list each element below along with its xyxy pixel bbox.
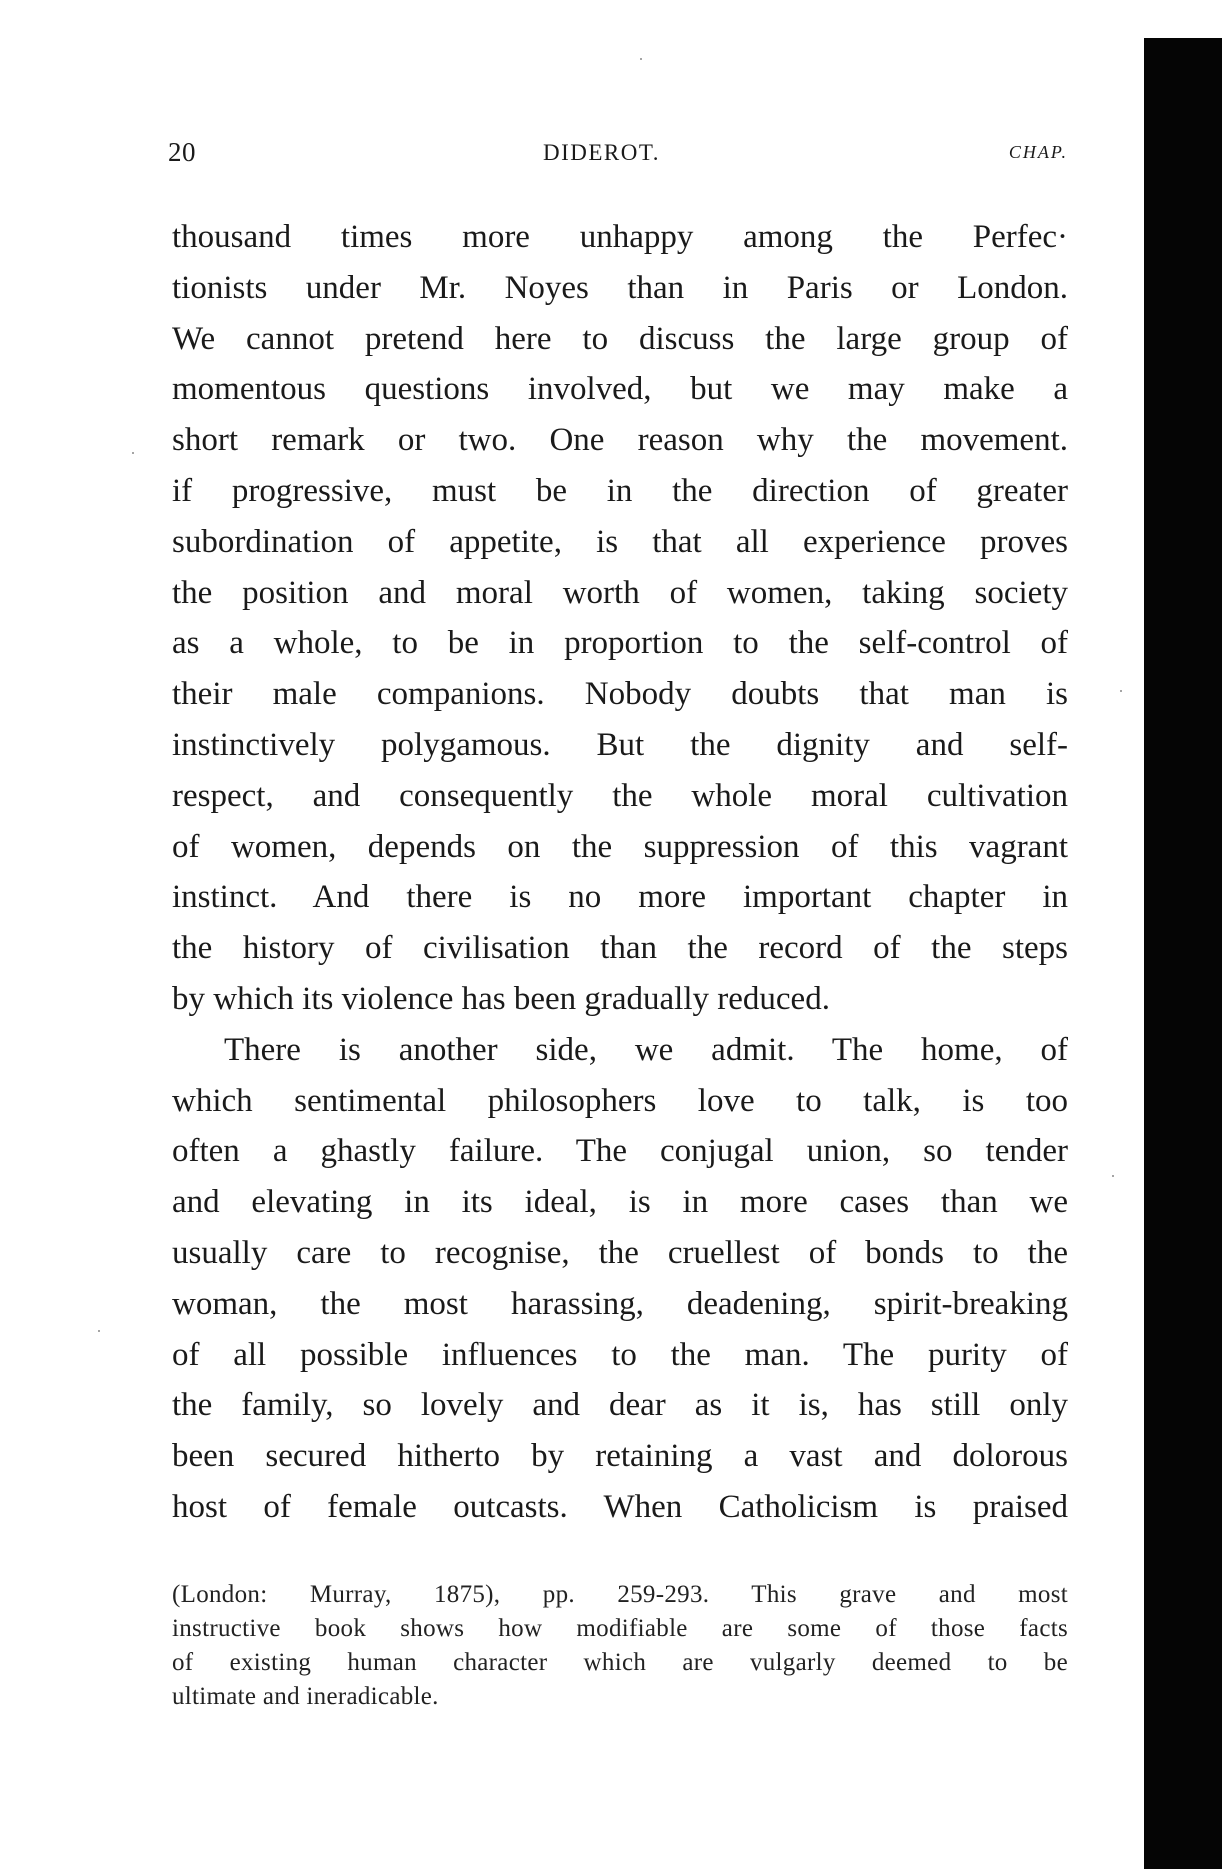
text-line: if progressive, must be in the direction of greater [172, 472, 1068, 509]
text-line: as a whole, to be in proportion to the self-control of [172, 625, 1068, 662]
text-line: which sentimental philosophers love to talk, is too [172, 1082, 1068, 1119]
text-line: subordination of appetite, is that all experience proves [172, 523, 1068, 560]
scan-speck [640, 58, 642, 60]
text-line: momentous questions involved, but we may make a [172, 371, 1068, 408]
text-line: usually care to recognise, the cruellest of bonds to the [172, 1234, 1068, 1271]
running-title: DIDEROT. [543, 140, 660, 165]
text-line: woman, the most harassing, deadening, spirit-breaking [172, 1285, 1068, 1322]
text-line: thousand times more unhappy among the Perfec· [172, 219, 1068, 255]
paragraph-start-line: There is another side, we admit. The home, of [224, 1031, 1068, 1068]
footnote-line: of existing human character which are vulgarly deemed to be [172, 1649, 1068, 1676]
text-line: been secured hitherto by retaining a vast and dolorous [172, 1438, 1068, 1475]
text-line: often a ghastly failure. The conjugal union, so tender [172, 1133, 1068, 1170]
page-number: 20 [168, 137, 196, 167]
text-line: the history of civilisation than the record of the steps [172, 930, 1068, 967]
page-header [168, 137, 1068, 177]
text-line: the position and moral worth of women, taking society [172, 574, 1068, 611]
text-line: instinct. And there is no more important chapter in [172, 879, 1068, 916]
text-line: by which its violence has been gradually reduced. [172, 980, 830, 1017]
text-line: and elevating in its ideal, is in more cases than we [172, 1184, 1068, 1221]
footnote-line: instructive book shows how modifiable are some of those facts [172, 1615, 1068, 1642]
text-line: of all possible influences to the man. The purity of [172, 1336, 1068, 1373]
text-line: host of female outcasts. When Catholicism is praised [172, 1488, 1068, 1525]
scan-speck [132, 452, 134, 454]
text-line: We cannot pretend here to discuss the large group of [172, 320, 1068, 357]
text-line: of women, depends on the suppression of this vagrant [172, 828, 1068, 865]
scan-speck [1120, 690, 1122, 692]
main-text [172, 212, 1068, 1533]
text-line: instinctively polygamous. But the dignity and self- [172, 726, 1068, 763]
text-line: their male companions. Nobody doubts that man is [172, 676, 1068, 713]
chapter-marker: CHAP. [1008, 142, 1068, 162]
text-line: the family, so lovely and dear as it is, has still only [172, 1387, 1068, 1424]
scan-edge-shadow [1144, 38, 1222, 1869]
text-line: tionists under Mr. Noyes than in Paris or London. [172, 269, 1068, 306]
scan-speck [1112, 1175, 1114, 1177]
footnote-line: ultimate and ineradicable. [172, 1683, 439, 1710]
text-line: respect, and consequently the whole moral cultivation [172, 777, 1068, 814]
footnote-line: (London: Murray, 1875), pp. 259-293. This grave and most [172, 1581, 1068, 1608]
footnote [172, 1578, 1068, 1714]
scan-speck [98, 1330, 100, 1332]
text-line: short remark or two. One reason why the movement. [172, 422, 1068, 459]
